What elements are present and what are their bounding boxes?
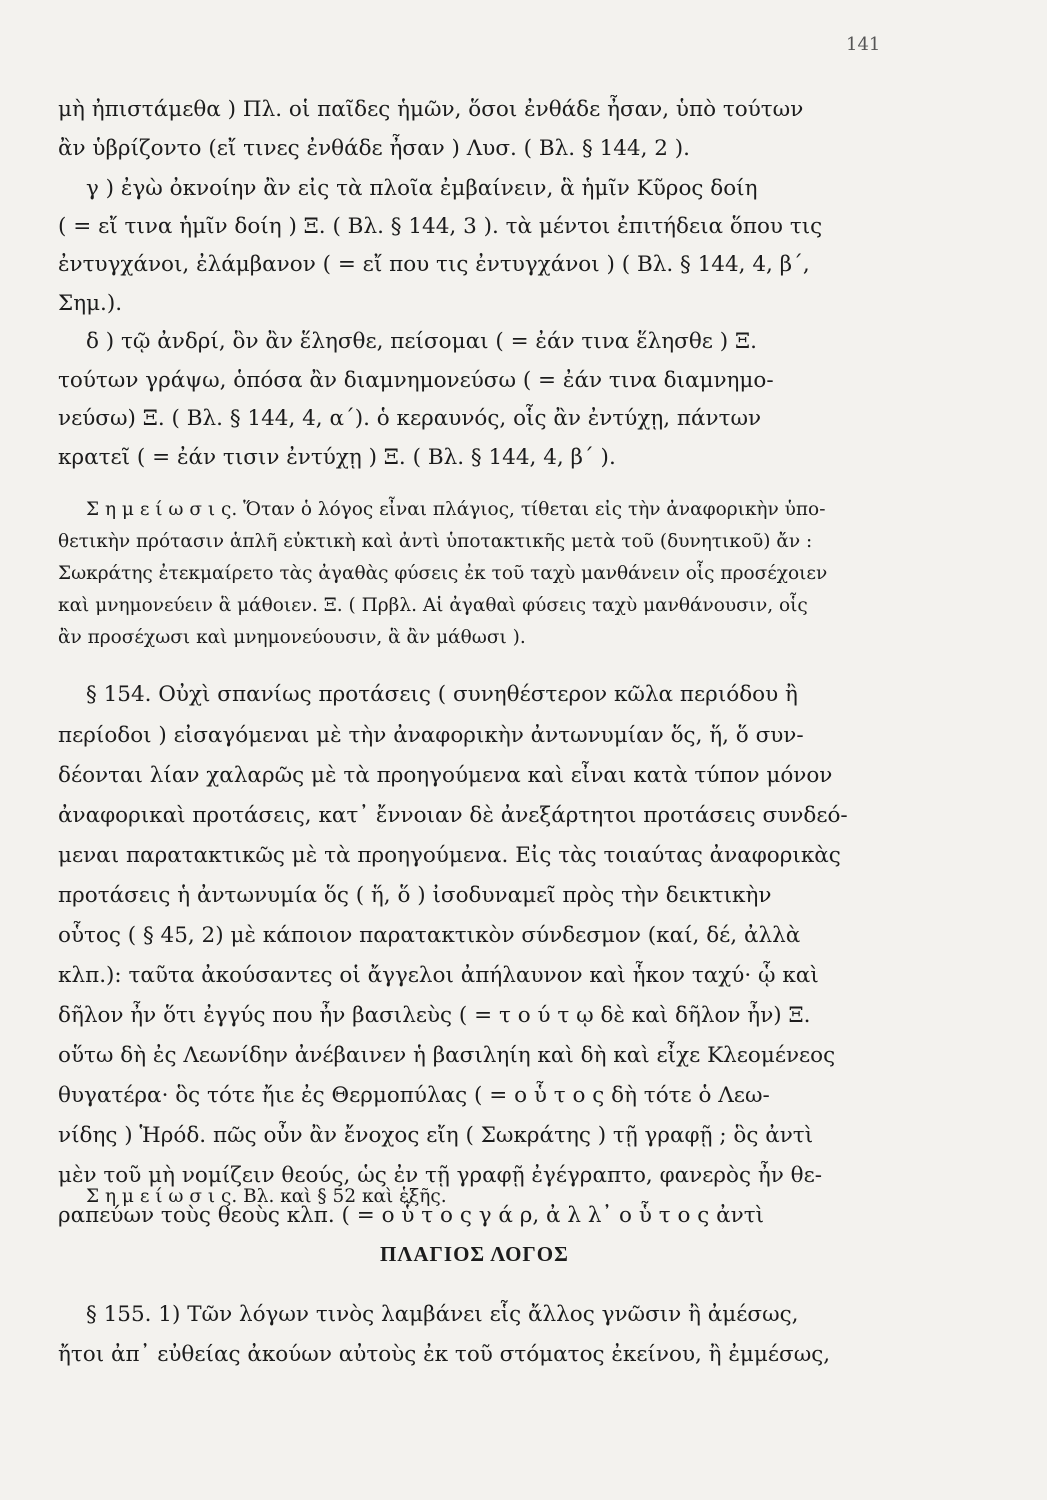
text-line: δ ) τῷ ἀνδρί, ὃν ἂν ἕλησθε, πείσομαι ( = ἐάν τινα ἕλησθε ) Ξ. [86, 329, 757, 354]
text-line: κλπ.): ταῦτα ἀκούσαντες οἱ ἄγγελοι ἀπήλαυνον καὶ ἧκον ταχύ· ᾧ καὶ [58, 963, 819, 988]
text-line: προτάσεις ἡ ἀντωνυμία ὅς ( ἥ, ὅ ) ἰσοδυναμεῖ πρὸς τὴν δεικτικὴν [58, 883, 772, 908]
text-line: τούτων γράψω, ὁπόσα ἂν διαμνημονεύσω ( = ἐάν τινα διαμνημο- [58, 368, 774, 393]
page-number: 141 [846, 34, 881, 55]
text-line: οὕτω δὴ ἐς Λεωνίδην ἀνέβαινεν ἡ βασιληίη καὶ δὴ καὶ εἶχε Κλεομένεος [58, 1043, 836, 1068]
section-heading: ΠΛΑΓΙΟΣ ΛΟΓΟΣ [380, 1242, 569, 1266]
text-line: Σωκράτης ἐτεκμαίρετο τὰς ἀγαθὰς φύσεις ἐκ τοῦ ταχὺ μανθάνειν οἷς προσέχοιεν [58, 563, 828, 584]
text-line: ραπεύων τοὺς θεοὺς κλπ. ( = ο ὗ τ ο ς γ ά ρ, ἀ λ λ᾽ ο ὗ τ ο ς ἀντὶ [58, 1203, 765, 1228]
text-line: ἀναφορικαὶ προτάσεις, κατ᾽ ἔννοιαν δὲ ἀνεξάρτητοι προτάσεις συνδεό- [58, 803, 848, 828]
text-line: περίοδοι ) εἰσαγόμεναι μὲ τὴν ἀναφορικὴν ἀντωνυμίαν ὅς, ἥ, ὅ συν- [58, 723, 804, 748]
text-line: μεναι παρατακτικῶς μὲ τὰ προηγούμενα. Εἰς τὰς τοιαύτας ἀναφορικὰς [58, 843, 841, 868]
text-line: ἐντυγχάνοι, ἐλάμβανον ( = εἴ που τις ἐντυγχάνοι ) ( Βλ. § 144, 4, β΄, [58, 252, 810, 277]
text-line: μὲν τοῦ μὴ νομίζειν θεούς, ὡς ἐν τῇ γραφῇ ἐγέγραπτο, φανερὸς ἦν θε- [58, 1163, 822, 1188]
text-line: νεύσω) Ξ. ( Βλ. § 144, 4, α΄). ὁ κεραυνός, οἷς ἂν ἐντύχῃ, πάντων [58, 406, 762, 431]
text-line: ἂν προσέχωσι καὶ μνημονεύουσιν, ἃ ἂν μάθωσι ). [58, 627, 526, 648]
text-line: ἤτοι ἀπ᾽ εὐθείας ἀκούων αὐτοὺς ἐκ τοῦ στόματος ἐκείνου, ἢ ἐμμέσως, [58, 1342, 831, 1367]
text-line: κρατεῖ ( = ἐάν τισιν ἐντύχῃ ) Ξ. ( Βλ. § 144, 4, β΄ ). [58, 445, 616, 470]
text-line: Σ η μ ε ί ω σ ι ς. Ὅταν ὁ λόγος εἶναι πλάγιος, τίθεται εἰς τὴν ἀναφορικὴν ὑπο- [86, 499, 826, 520]
text-line: § 155. 1) Τῶν λόγων τινὸς λαμβάνει εἷς ἄλλος γνῶσιν ἢ ἀμέσως, [86, 1302, 799, 1327]
text-line: θετικὴν πρότασιν ἁπλῆ εὐκτικὴ καὶ ἀντὶ ὑποτακτικῆς μετὰ τοῦ (δυνητικοῦ) ἄν : [58, 531, 813, 552]
text-line: δέονται λίαν χαλαρῶς μὲ τὰ προηγούμενα καὶ εἶναι κατὰ τύπον μόνον [58, 763, 833, 788]
text-line: Σημ.). [58, 291, 123, 316]
note2-line: Σ η μ ε ί ω σ ι ς. Βλ. καὶ § 52 καὶ ἑξῆς. [86, 1186, 447, 1207]
text-line: καὶ μνημονεύειν ἃ μάθοιεν. Ξ. ( Πρβλ. Αἱ ἀγαθαὶ φύσεις ταχὺ μανθάνουσιν, οἷς [58, 595, 808, 616]
text-line: ( = εἴ τινα ἡμῖν δοίη ) Ξ. ( Βλ. § 144, 3 ). τὰ μέντοι ἐπιτήδεια ὅπου τις [58, 214, 823, 239]
text-line: ἂν ὑβρίζοντο (εἴ τινες ἐνθάδε ἦσαν ) Λυσ. ( Βλ. § 144, 2 ). [58, 136, 691, 161]
text-line: γ ) ἐγὼ ὀκνοίην ἂν εἰς τὰ πλοῖα ἐμβαίνειν, ἃ ἡμῖν Κῦρος δοίη [86, 176, 758, 201]
text-line: μὴ ἠπιστάμεθα ) Πλ. οἱ παῖδες ἡμῶν, ὅσοι ἐνθάδε ἦσαν, ὑπὸ τούτων [58, 97, 804, 122]
text-line: οὗτος ( § 45, 2) μὲ κάποιον παρατακτικὸν σύνδεσμον (καί, δέ, ἀλλὰ [58, 923, 801, 948]
text-line: θυγατέρα· ὃς τότε ἤιε ἐς Θερμοπύλας ( = ο ὗ τ ο ς δὴ τότε ὁ Λεω- [58, 1083, 770, 1108]
text-line: νίδης ) Ἡρόδ. πῶς οὖν ἂν ἔνοχος εἴη ( Σωκράτης ) τῇ γραφῇ ; ὃς ἀντὶ [58, 1123, 814, 1148]
text-line: δῆλον ἦν ὅτι ἐγγύς που ἦν βασιλεὺς ( = τ ο ύ τ ῳ δὲ καὶ δῆλον ἦν) Ξ. [58, 1003, 811, 1028]
text-line: § 154. Οὐχὶ σπανίως προτάσεις ( συνηθέστερον κῶλα περιόδου ἢ [86, 682, 798, 707]
